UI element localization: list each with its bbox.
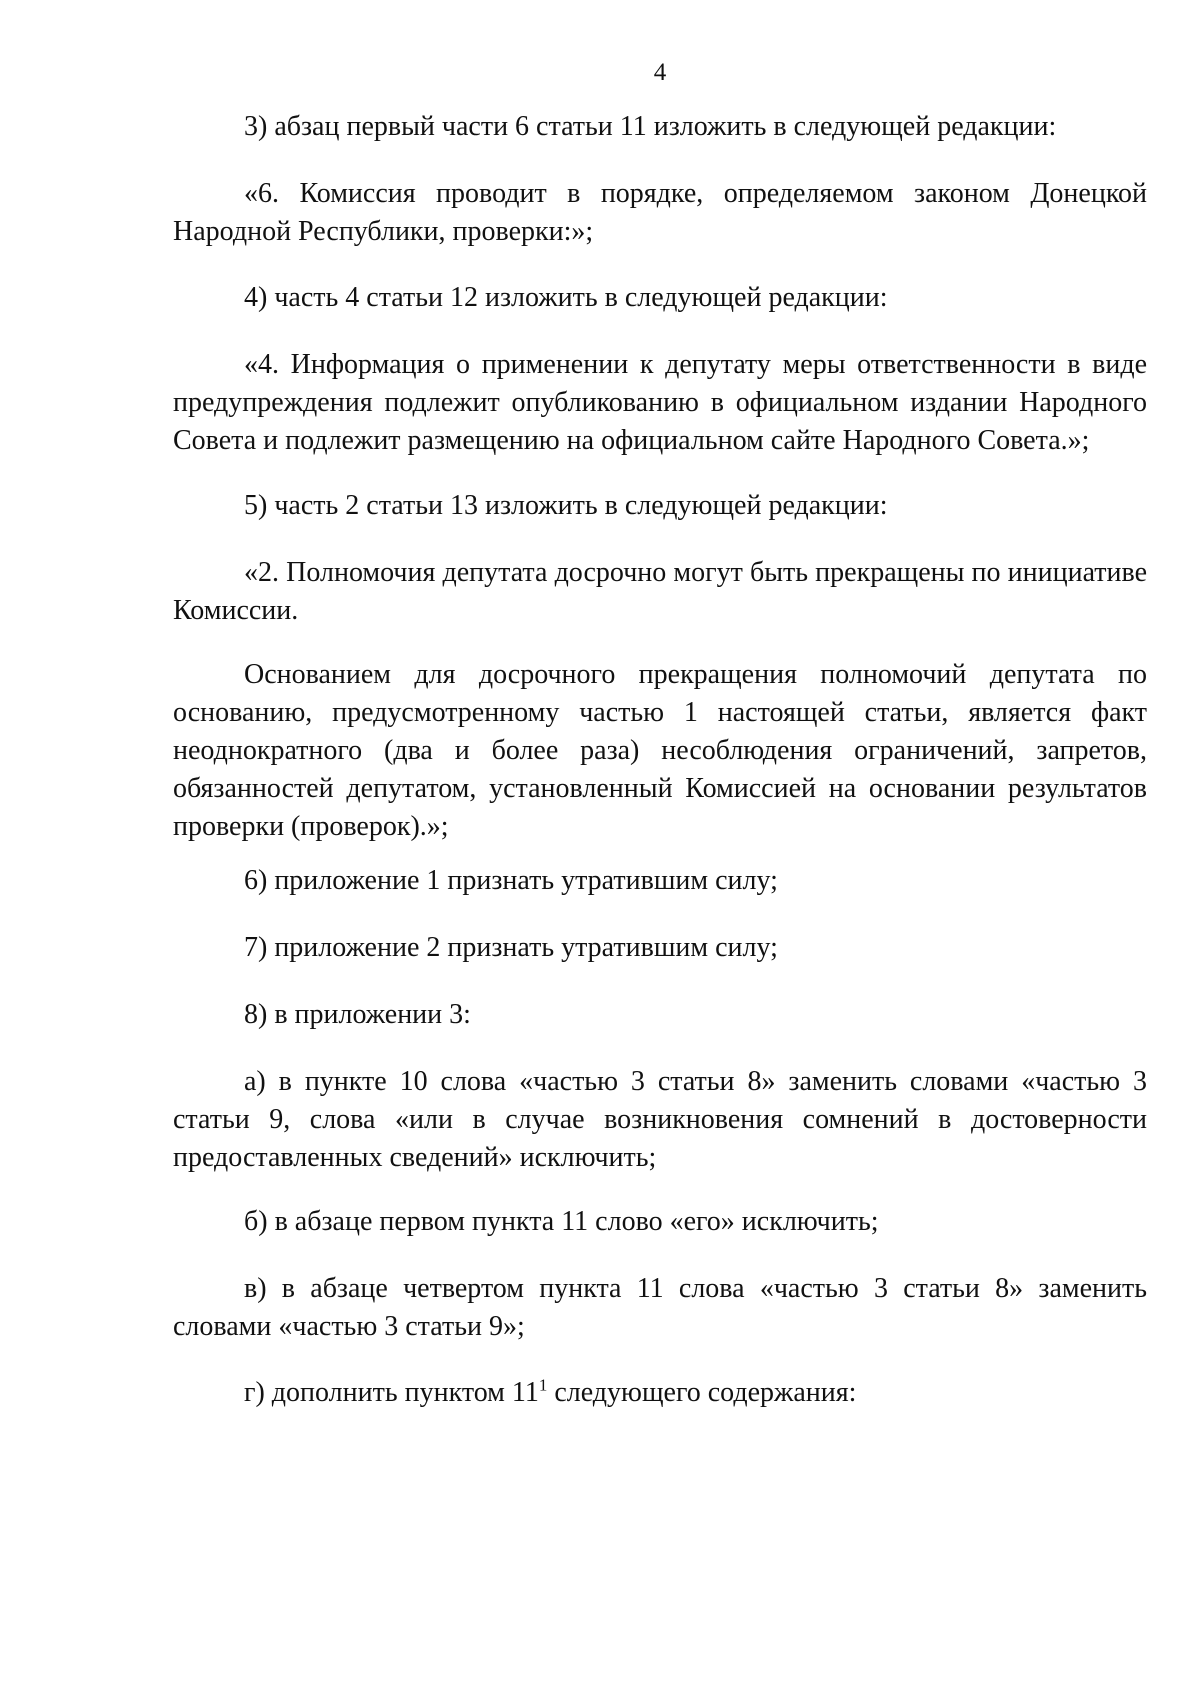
paragraph-item-4: 4) часть 4 статьи 12 изложить в следующей редакции: (244, 282, 888, 313)
subitem-g-text-after: следующего содержания: (547, 1377, 857, 1408)
paragraph-item-6: 6) приложение 1 признать утратившим силу; (244, 865, 778, 896)
paragraph-subitem-b: б) в абзаце первом пункта 11 слово «его» исключить; (244, 1206, 879, 1237)
paragraph-item-5: 5) часть 2 статьи 13 изложить в следующей редакции: (244, 490, 888, 521)
paragraph-item-3: 3) абзац первый части 6 статьи 11 изложить в следующей редакции: (244, 111, 1057, 142)
paragraph-subitem-v: в) в абзаце четвертом пункта 11 слова «частью 3 статьи 8» заменить словами «частью 3 статьи 9»; (173, 1273, 1147, 1342)
paragraph-quote-6: «6. Комиссия проводит в порядке, определяемом законом Донецкой Народной Республики, проверки:»; (173, 178, 1147, 247)
subitem-g-text-before: г) дополнить пунктом 11 (244, 1377, 539, 1408)
paragraph-quote-4: «4. Информация о применении к депутату меры ответственности в виде предупреждения подлежит опубликованию в официальном издании Народного Совета и подлежит размещению на официальном сайте Народного Совета.»; (173, 349, 1147, 456)
subitem-g-superscript: 1 (538, 1375, 548, 1395)
paragraph-subitem-g (173, 1374, 1147, 1412)
paragraph-item-7: 7) приложение 2 признать утратившим силу; (244, 932, 778, 963)
page-number: 4 (653, 59, 667, 86)
paragraph-subitem-a: а) в пункте 10 слова «частью 3 статьи 8» заменить словами «частью 3 статьи 9, слова «или в случае возникновения сомнений в достоверности предоставленных сведений» исключить; (173, 1066, 1147, 1173)
paragraph-item-8: 8) в приложении 3: (244, 999, 471, 1030)
paragraph-grounds: Основанием для досрочного прекращения полномочий депутата по основанию, предусмотренному частью 1 настоящей статьи, является факт неоднократного (два и более раза) несоблюдения ограничений, запретов, обязанностей депутатом, установленный Комиссией на основании результатов проверки (проверок).»; (173, 659, 1147, 842)
paragraph-quote-2: «2. Полномочия депутата досрочно могут быть прекращены по инициативе Комиссии. (173, 557, 1147, 626)
